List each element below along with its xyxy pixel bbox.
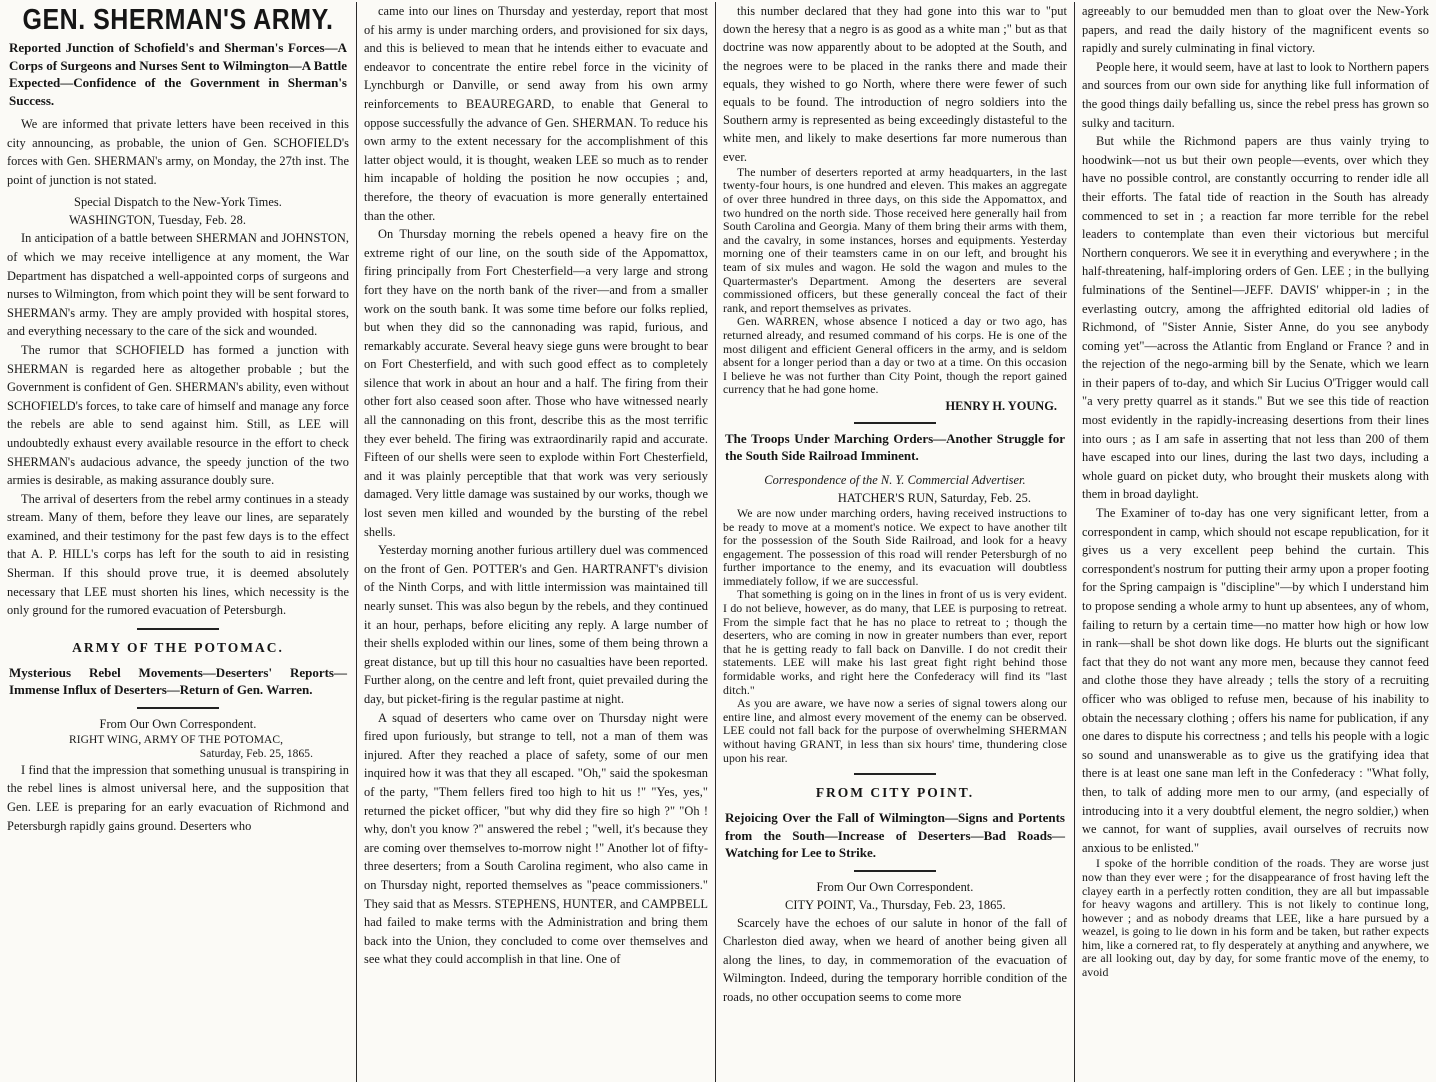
dateline: HATCHER'S RUN, Saturday, Feb. 25.	[837, 490, 1031, 505]
page-title: GEN. SHERMAN'S ARMY.	[22, 3, 334, 37]
paragraph: That something is going on in the lines in front of us is very evident. I do not believe, however, as do many, that LEE is purposing to retreat. From the simple fact that he has no place to retreat to ; though the deserters, who are coming in now in greater numbers than ever, report that he is getting ready to fall back on Danville. I do not credit their statements. LEE will make his last great fight right behind those formidable works, and right here the Confederacy will find its "last ditch."	[723, 587, 1067, 697]
paragraph: On Thursday morning the rebels opened a heavy fire on the extreme right of our line, on the south side of the Appomattox, firing principally from Fort Chesterfield—a very large and strong fort they have on the north bank of the river—and from a smaller work on the south bank. It was some time before our folks replied, but when they did so the cannonading was rapid, furious, and remarkably accurate. Several heavy siege guns were brought to bear on Fort Chesterfield, and with such good effect as to completely silence that work in about an hour and a half. The firing from their other fort also ceased soon after. Those who have witnessed nearly all the cannonading on this front, describe this as the most terrific they ever beheld. The firing was extraordinarily rapid and accurate. Fifteen of our shells were seen to explode within Fort Chesterfield, and it was plainly perceptible that that work was very seriously damaged. Very little damage was sustained by our works, though we lost seven men killed and wounded by the bursting of the rebel shells.	[364, 227, 708, 539]
section-heading: FROM CITY POINT.	[815, 785, 975, 801]
dateline: RIGHT WING, ARMY OF THE POTOMAC,	[69, 733, 284, 746]
paragraph: The arrival of deserters from the rebel army continues in a steady stream. Many of them, before they leave our lines, are separately examined, and their testimony for the past few days is to the effect that A. P. HILL's corps has left for the south to aid in resisting Sherman. If this should prove true, it is deemed absolutely necessary that LEE must shorten his lines, which necessity is the only ground for the rumored evacuation of Petersburgh.	[7, 491, 349, 618]
article-subhead: Mysterious Rebel Movements—Deserters' Reports—Immense Influx of Deserters—Return of Gen. Warren.	[9, 664, 347, 698]
paragraph: agreeably to our bemudded men than to gloat over the New-York papers, and read the daily history of the magnificent events so rapidly and surely culminating in final victory.	[1082, 4, 1429, 56]
paragraph: Scarcely have the echoes of our salute in honor of the fall of Charleston died away, when we heard of another being given all along the lines, to day, in commemoration of the evacuation of Wilmington. Indeed, during the temporary horrible condition of the roads, no other occupation seems to come more	[723, 915, 1067, 1005]
divider	[854, 773, 937, 775]
paragraph: People here, it would seem, have at last to look to Northern papers and sources from our own side for anything like full information of the good things daily befalling us, since the rebel press has grown so sulky and taciturn.	[1082, 59, 1429, 130]
paragraph: The rumor that SCHOFIELD has formed a junction with SHERMAN is regarded here as altogether probable ; but the Government is confident of Gen. SHERMAN's ability, even without SCHOFIELD's forces, to take care of himself and manage any force the rebels are able to send against him. Still, as LEE will undoubtedly exhaust every available resource in the effort to check SHERMAN's audacious advance, the speedy junction of the two armies is desirable, as making assurance doubly sure.	[7, 342, 349, 488]
correspondence-line: Correspondence of the N. Y. Commercial Advertiser.	[764, 472, 1026, 487]
divider	[137, 707, 219, 709]
section-heading: ARMY OF THE POTOMAC.	[72, 639, 284, 655]
paragraph: Gen. WARREN, whose absence I noticed a day or two ago, has returned already, and resumed command of his corps. He is one of the most diligent and efficient General officers in the army, and is seldom absent for a longer period than a day or two at a time. On this occasion I believe he was not further than City Point, though the report gained currency that he had gone home.	[723, 314, 1067, 397]
dateline: CITY POINT, Va., Thursday, Feb. 23, 1865.	[785, 897, 1006, 912]
column-1	[0, 2, 356, 1082]
column-3	[715, 2, 1074, 1082]
paragraph: came into our lines on Thursday and yesterday, report that most of his army is under marching orders, and provisioned for six days, and this is believed to mean that he intends either to evacuate and endeavor to concentrate the entire rebel force in the vicinity of Lynchburgh or Danville, or send away from his own army reinforcements to BEAUREGARD, to enable that General to oppose successfully the advance of Gen. SHERMAN. To reduce his own army to the extent necessary for the accomplishment of this latter object would, it is thought, weaken LEE so much as to render him incapable of holding the position he now occupies ; and, therefore, the theory of evacuation is more generally entertained than the other.	[364, 4, 708, 223]
article-subhead: The Troops Under Marching Orders—Another Struggle for the South Side Railroad Imminent.	[725, 430, 1065, 464]
paragraph: As you are aware, we have now a series of signal towers along our entire line, and almost every movement of the enemy can be observed. LEE could not fall back for the purpose of overwhelming SHERMAN without having GRANT, in less than six hours' time, thundering close upon his rear.	[723, 696, 1067, 765]
divider	[854, 870, 937, 872]
column-4	[1074, 2, 1436, 1082]
dispatch-line: Special Dispatch to the New-York Times.	[74, 195, 282, 210]
column-2	[356, 2, 715, 1082]
paragraph: We are informed that private letters have been received in this city announcing, as probable, the union of Gen. SCHOFIELD's forces with Gen. SHERMAN's army, on Monday, the 27th inst. The point of junction is not stated.	[7, 117, 349, 187]
paragraph: In anticipation of a battle between SHERMAN and JOHNSTON, of which we may receive intelligence at any moment, the War Department has dispatched a well-appointed corps of surgeons and nurses to Wilmington, from which point they will be sent forward to SHERMAN's army. They are amply provided with hospital stores, and everything necessary to the care of the sick and wounded.	[7, 231, 349, 339]
correspondent-line: From Our Own Correspondent.	[99, 716, 257, 731]
paragraph: I find that the impression that something unusual is transpiring in the rebel lines is almost universal here, and the supposition that Gen. LEE is preparing for an early evacuation of Richmond and Petersburgh rapidly gains ground. Deserters who	[7, 762, 349, 833]
paragraph: A squad of deserters who came over on Thursday night were fired upon furiously, but strange to tell, not a man of them was injured. After they reached a place of safety, some of our men inquired how it was that they all escaped. "Oh," said the spokesman of the party, "Them fellers fired too high to hit us !" "Yes, yes," returned the picket officer, "but why did they fire so high ?" "Oh ! why, don't you know ?" answered the rebel ; "well, it's because they are coming over themselves to-morrow night !" Another lot of fifty-three deserters; from a South Carolina regiment, who also came in on Thursday night, reported themselves as "peace commissioners." They said that as Messrs. STEPHENS, HUNTER, and CAMPBELL had failed to make terms with the Administration and bring them back into the Union, they concluded to come over themselves and see what they could accomplish in that line. One of	[364, 710, 708, 967]
paragraph: I spoke of the horrible condition of the roads. They are worse just now than they ever were ; for the disappearance of frost having left the clayey earth in a perfectly rotten condition, they are all but impassable for heavy wagons and artillery. This is not likely to continue long, however ; and as nobody dreams that LEE, like a hare pursued by a weazel, is going to lie down in his form and be taken, but rather expects him, like a cornered rat, to fly desperately at anything and anywhere, we are all looking out, day by day, for some frantic move of the enemy, to avoid	[1082, 856, 1429, 980]
paragraph: this number declared that they had gone into this war to "put down the heresy that a negro is as good as a white man ;" but as that doctrine was now apparently about to be adopted at the South, and the negroes were to be placed in the ranks there and made their equals, they wished to go North, where there were fewer of such equals to be found. The introduction of negro soldiers into the Southern army is represented as being exceedingly distasteful to the white men, and likely to make desertions far more numerous than ever.	[723, 4, 1067, 164]
divider	[137, 628, 219, 630]
signature: HENRY H. YOUNG.	[945, 398, 1057, 413]
paragraph: The number of deserters reported at army headquarters, in the last twenty-four hours, is one hundred and eleven. This makes an aggregate of over three hundred in three days, on this side the Appomattox, and two hundred on the north side. Those received here generally hail from South Carolina and Georgia. Many of them bring their arms with them, and the cavalry, in some instances, horses and equipments. Yesterday morning one of their teamsters came in on our left, and brought his team of six mules and wagon. He sold the wagon and mules to the Quartermaster's Department. Among the deserters are several commissioned officers, but these generally conceal the fact of their rank, and report themselves as privates.	[723, 164, 1067, 315]
dateline: Saturday, Feb. 25, 1865.	[199, 747, 313, 760]
paragraph: We are now under marching orders, having received instructions to be ready to move at a moment's notice. We expect to have another tilt for the possession of the South Side Railroad, and look for a heavy engagement. The possession of this road will render Petersburgh of no further importance to the enemy, and its evacuation will doubtless immediately follow, if we are successful.	[723, 505, 1067, 588]
correspondent-line: From Our Own Correspondent.	[816, 879, 974, 894]
dateline: WASHINGTON, Tuesday, Feb. 28.	[69, 213, 246, 228]
divider	[854, 422, 937, 424]
paragraph: Yesterday morning another furious artillery duel was commenced on the front of Gen. POTTER's and Gen. HARTRANFT's division of the Ninth Corps, and with little intermission was maintained till nearly sunset. This was also begun by the rebels, and they continued it an hour, perhaps, before eliciting any reply. A large number of their shells exploded within our lines, some of them being thrown a great distance, but up till this hour no casualties have been reported. Further along, on the centre and left front, quiet prevailed during the day, but picket-firing is the regular pastime at night.	[364, 543, 708, 706]
article-subhead: Reported Junction of Schofield's and Sherman's Forces—A Corps of Surgeons and Nurses Sent to Wilmington—A Battle Expected—Confidence of the Government in Sherman's Success.	[9, 40, 347, 108]
paragraph: But while the Richmond papers are thus vainly trying to hoodwink—not us but their own people—events, over which they have no possible control, are constantly occurring to render idle all their efforts. The fatal tide of reaction in the South has already commenced to set in ; a reaction far more terrible for the rebel leaders to contemplate than even their victorious but merciful Northern conquerors. We see it in everything and everywhere ; in the half-threatening, half-imploring orders of Gen. LEE ; in the bullying fulminations of the Sentinel—JEFF. DAVIS' whipper-in ; in the everlasting outcry, among the affrighted editorial old ladies of Richmond, of "Sister Annie, Sister Anne, do you see anybody coming yet"—across the Atlantic from England or France ? and in the rejection of the nego-arming bill by the Senate, which we learn in their papers of to-day, and which Sir Lucius O'Trigger would call "a very pretty quarrel as it stands." But we see this tide of reaction most evidently in the rapidly-increasing desertions from their lines into ours ; as I am safe in asserting that not less than 200 of them have escaped into our lines, during the last two days, including a whole guard on picket duty, who brought their muskets along with them in broad daylight.	[1082, 134, 1429, 502]
paragraph: The Examiner of to-day has one very significant letter, from a correspondent in camp, which should not escape republication, for it gives us a very excellent peep behind the curtain. This correspondent's nostrum for putting their army upon a proper footing for the Spring campaign is "discipline"—by which I understand him to propose sending a whole army to hunt up absentees, any of whom, failing to return by a certain time—no matter how high or how low in rank—shall be shot down like dogs. He blurts out the significant fact that they do not want any more men, because they cannot feed and clothe those they have already ; tells the story of a recruiting officer who was obliged to refuse men, because of his inability to obtain the necessary clothing ; offers his name for publication, if any one dares to dispute his correctness ; and tells his people with a logic so sound and unanswerable as to give us the gratifying idea that there is at least one sane man left in the Confederacy : "What folly, then, to talk of adding more men to our army, (and especially of introducing into it a very doubtful element, the negro soldier,) when we cannot, for want of supplies, avail ourselves of recruits now anxious to be enlisted."	[1082, 506, 1429, 855]
article-subhead: Rejoicing Over the Fall of Wilmington—Signs and Portents from the South—Increase of Deserters—Bad Roads—Watching for Lee to Strike.	[725, 810, 1065, 861]
